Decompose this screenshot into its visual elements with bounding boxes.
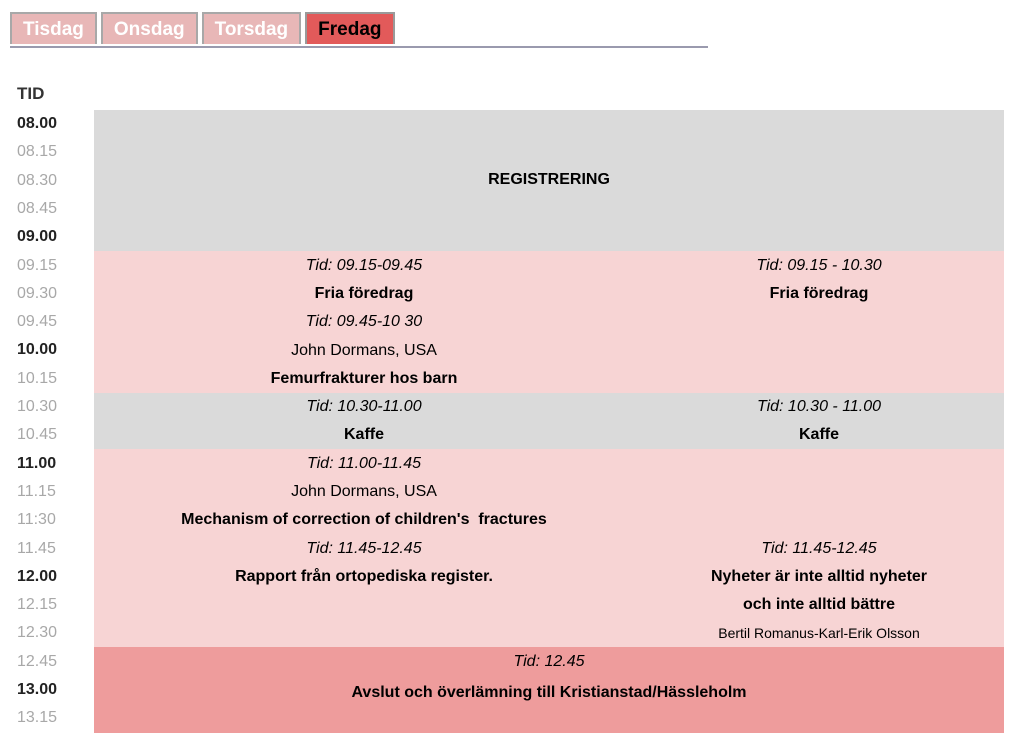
time-label: 09.30 bbox=[17, 285, 58, 302]
time-label: 08.45 bbox=[17, 200, 58, 217]
session-time: Tid: 11.00-11.45 bbox=[306, 455, 421, 472]
tab-fredag[interactable]: Fredag bbox=[305, 12, 394, 44]
time-label: 12.30 bbox=[17, 624, 58, 641]
time-column-header: TID bbox=[17, 84, 45, 103]
time-label: 08.00 bbox=[17, 115, 58, 132]
time-label: 13.15 bbox=[17, 709, 58, 726]
time-label: 12.15 bbox=[17, 596, 58, 613]
session-title: Fria föredrag bbox=[314, 285, 414, 302]
session-speaker: John Dormans, USA bbox=[291, 342, 437, 359]
time-label: 09.00 bbox=[17, 228, 58, 245]
time-label: 09.45 bbox=[17, 313, 58, 330]
session-title: Nyheter är inte alltid nyheter bbox=[710, 568, 928, 585]
coffee-title: Kaffe bbox=[798, 426, 839, 443]
tab-torsdag[interactable]: Torsdag bbox=[202, 12, 302, 44]
tab-tisdag[interactable]: Tisdag bbox=[10, 12, 97, 44]
time-label: 13.00 bbox=[17, 681, 58, 698]
session-speaker: Bertil Romanus-Karl-Erik Olsson bbox=[718, 625, 920, 641]
coffee-time: Tid: 10.30-11.00 bbox=[306, 398, 422, 415]
session-speaker: John Dormans, USA bbox=[291, 483, 437, 500]
coffee-title: Kaffe bbox=[343, 426, 384, 443]
coffee-time: Tid: 10.30 - 11.00 bbox=[756, 398, 882, 415]
session-time: Tid: 09.15-09.45 bbox=[305, 257, 423, 274]
session-title-continued: och inte alltid bättre bbox=[742, 596, 895, 613]
closing-time: Tid: 12.45 bbox=[513, 653, 585, 670]
session-title: Rapport från ortopediska register. bbox=[235, 568, 493, 585]
session-title: Femurfrakturer hos barn bbox=[270, 370, 458, 387]
time-label: 11.15 bbox=[17, 483, 56, 500]
time-label: 12.00 bbox=[17, 568, 58, 585]
time-label: 11.45 bbox=[17, 540, 56, 557]
tab-onsdag[interactable]: Onsdag bbox=[101, 12, 198, 44]
time-label: 10.00 bbox=[17, 341, 58, 358]
session-title: Mechanism of correction of children's fractures bbox=[181, 511, 547, 528]
time-label: 09.15 bbox=[17, 257, 58, 274]
time-label: 08.30 bbox=[17, 172, 58, 189]
session-time: Tid: 09.15 - 10.30 bbox=[756, 257, 882, 274]
time-label: 11.00 bbox=[17, 455, 57, 472]
session-time: Tid: 11.45-12.45 bbox=[306, 540, 422, 557]
time-label: 10.45 bbox=[17, 426, 58, 443]
time-label: 10.30 bbox=[17, 398, 58, 415]
session-title: Fria föredrag bbox=[769, 285, 869, 302]
time-label: 11:30 bbox=[17, 511, 56, 528]
registration-label: REGISTRERING bbox=[488, 171, 610, 188]
session-time: Tid: 09.45-10 30 bbox=[305, 313, 423, 330]
day-tabs bbox=[10, 12, 395, 44]
session-time: Tid: 11.45-12.45 bbox=[761, 540, 877, 557]
time-label: 08.15 bbox=[17, 143, 58, 160]
time-label: 12.45 bbox=[17, 653, 58, 670]
closing-title: Avslut och överlämning till Kristianstad/Hässleholm bbox=[351, 684, 747, 701]
tab-divider bbox=[10, 46, 708, 48]
time-label: 10.15 bbox=[17, 370, 58, 387]
